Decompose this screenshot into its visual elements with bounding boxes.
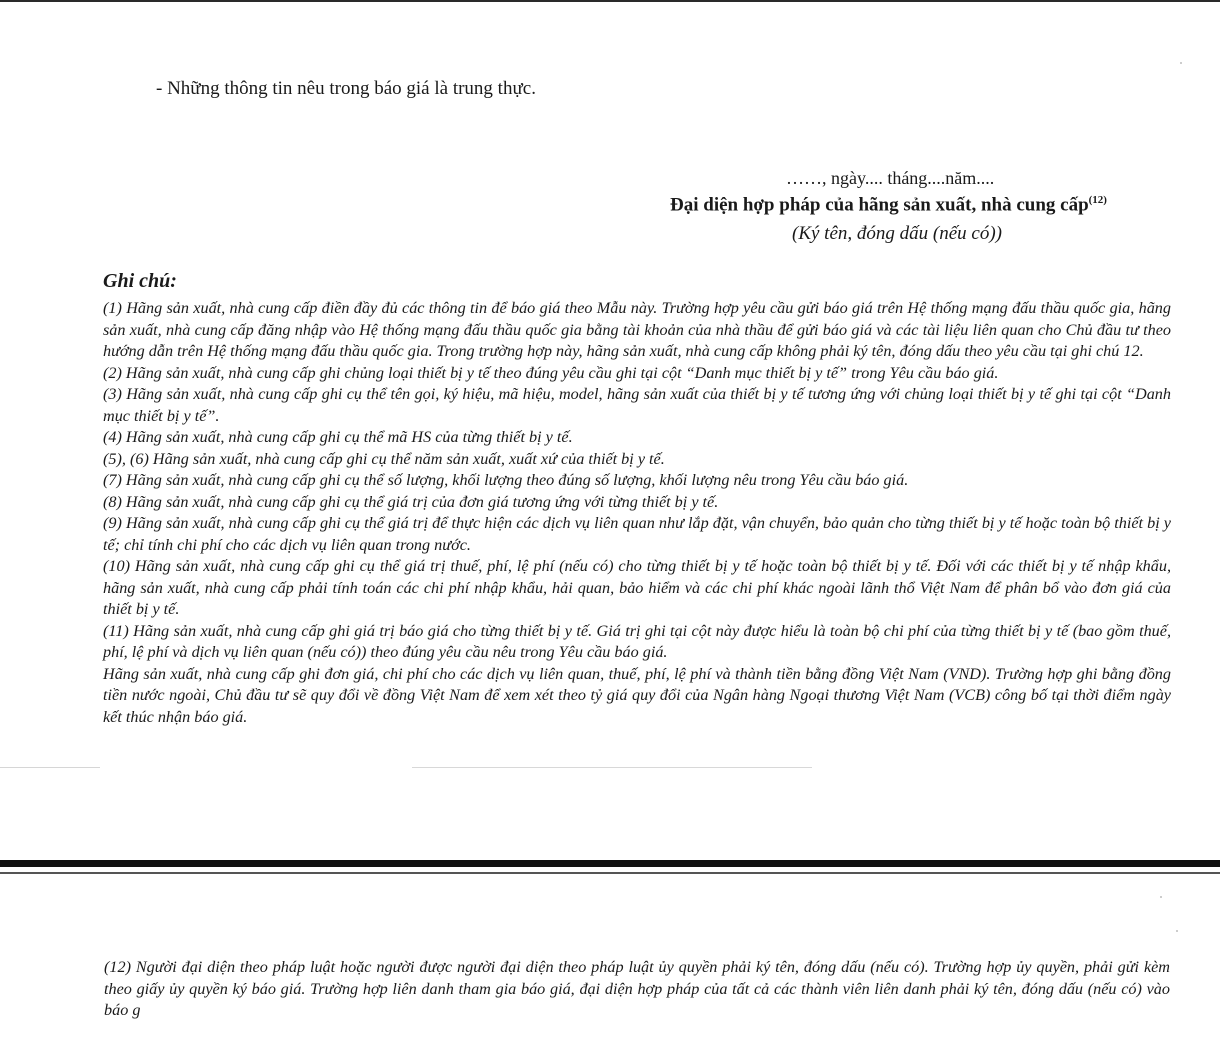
note-currency: Hãng sản xuất, nhà cung cấp ghi đơn giá, chi phí cho các dịch vụ liên quan, thuế, phí, lệ phí và thành tiền bằng đồng Việt Nam (VND). Trường hợp ghi bằng đồng tiền nước ngoài, Chủ đầu tư sẽ quy đổi về đồng Việt Nam để xem xét theo tỷ giá quy đổi của Ngân hàng Ngoại thương Việt Nam (VCB) công bố tại thời điểm ngày kết thúc nhận báo giá.	[103, 664, 1171, 726]
page-break-divider-thin	[0, 872, 1220, 874]
truthfulness-statement: - Những thông tin nêu trong báo giá là trung thực.	[156, 78, 536, 99]
footnote-12: (12) Người đại diện theo pháp luật hoặc người được người đại diện theo pháp luật ủy quyền phải ký tên, đóng dấu (nếu có). Trường hợp ủy quyền, phải gửi kèm theo giấy ủy quyền ký báo giá. Trường hợp liên danh tham gia báo giá, đại diện hợp pháp của tất cả các thành viên liên danh phải ký tên, đóng dấu (nếu có) vào báo g	[104, 958, 1170, 1019]
note-4: (4) Hãng sản xuất, nhà cung cấp ghi cụ thể mã HS của từng thiết bị y tế.	[103, 428, 573, 446]
note-9: (9) Hãng sản xuất, nhà cung cấp ghi cụ thể giá trị để thực hiện các dịch vụ liên quan như lắp đặt, vận chuyển, bảo quản cho từng thiết bị y tế hoặc toàn bộ thiết bị y tế; chỉ tính chi phí cho các dịch vụ liên quan trong nước.	[103, 514, 1171, 554]
page-break-divider	[0, 860, 1220, 867]
scan-artifact-line	[412, 767, 812, 768]
signer-note: (Ký tên, đóng dấu (nếu có))	[792, 223, 1002, 244]
notes-heading: Ghi chú:	[103, 270, 177, 292]
scan-speck	[1180, 62, 1182, 64]
note-11: (11) Hãng sản xuất, nhà cung cấp ghi giá trị báo giá cho từng thiết bị y tế. Giá trị ghi tại cột này được hiểu là toàn bộ chi phí của từng thiết bị y tế (bao gồm thuế, phí, lệ phí và dịch vụ liên quan (nếu có)) theo đúng yêu cầu nêu trong Yêu cầu báo giá.	[103, 621, 1171, 661]
note-10: (10) Hãng sản xuất, nhà cung cấp ghi cụ thể giá trị thuế, phí, lệ phí (nếu có) cho từng thiết bị y tế hoặc toàn bộ thiết bị y tế. Đối với các thiết bị y tế nhập khẩu, hãng sản xuất, nhà cung cấp phải tính toán các chi phí nhập khẩu, hải quan, bảo hiểm và các chi phí khác ngoài lãnh thổ Việt Nam để phân bổ vào đơn giá của thiết bị y tế.	[103, 557, 1171, 618]
note-8: (8) Hãng sản xuất, nhà cung cấp ghi cụ thể giá trị của đơn giá tương ứng với từng thiết bị y tế.	[103, 492, 719, 511]
notes-list	[103, 298, 1171, 728]
date-line: ……, ngày.... tháng....năm....	[786, 168, 995, 188]
scan-speck	[1176, 930, 1178, 932]
note-7: (7) Hãng sản xuất, nhà cung cấp ghi cụ thể số lượng, khối lượng theo đúng số lượng, khối lượng nêu trong Yêu cầu báo giá.	[103, 471, 909, 489]
note-2: (2) Hãng sản xuất, nhà cung cấp ghi chủng loại thiết bị y tế theo đúng yêu cầu ghi tại cột “Danh mục thiết bị y tế” trong Yêu cầu báo giá.	[103, 363, 999, 382]
note-5-6: (5), (6) Hãng sản xuất, nhà cung cấp ghi cụ thể năm sản xuất, xuất xứ của thiết bị y tế.	[103, 449, 665, 468]
note-1: (1) Hãng sản xuất, nhà cung cấp điền đầy đủ các thông tin để báo giá theo Mẫu này. Trường hợp yêu cầu gửi báo giá trên Hệ thống mạng đấu thầu quốc gia, hãng sản xuất, nhà cung cấp đăng nhập vào Hệ thống mạng đấu thầu quốc gia bằng tài khoản của nhà thầu để gửi báo giá và các tài liệu liên quan cho Chủ đầu tư theo hướng dẫn trên Hệ thống mạng đấu thầu quốc gia. Trong trường hợp này, hãng sản xuất, nhà cung cấp không phải ký tên, đóng dấu theo yêu cầu tại ghi chú 12.	[103, 299, 1171, 360]
signer-title-text: Đại diện hợp pháp của hãng sản xuất, nhà cung cấp	[670, 194, 1089, 216]
scan-artifact-line	[0, 767, 100, 768]
signer-title	[670, 194, 1107, 216]
note-3: (3) Hãng sản xuất, nhà cung cấp ghi cụ thể tên gọi, ký hiệu, mã hiệu, model, hãng sản xuất của thiết bị y tế tương ứng với chủng loại thiết bị y tế ghi tại cột “Danh mục thiết bị y tế”.	[103, 385, 1171, 425]
scan-speck	[1160, 896, 1162, 898]
signer-title-ref: (12)	[1088, 194, 1107, 206]
page-top-border	[0, 0, 1220, 2]
